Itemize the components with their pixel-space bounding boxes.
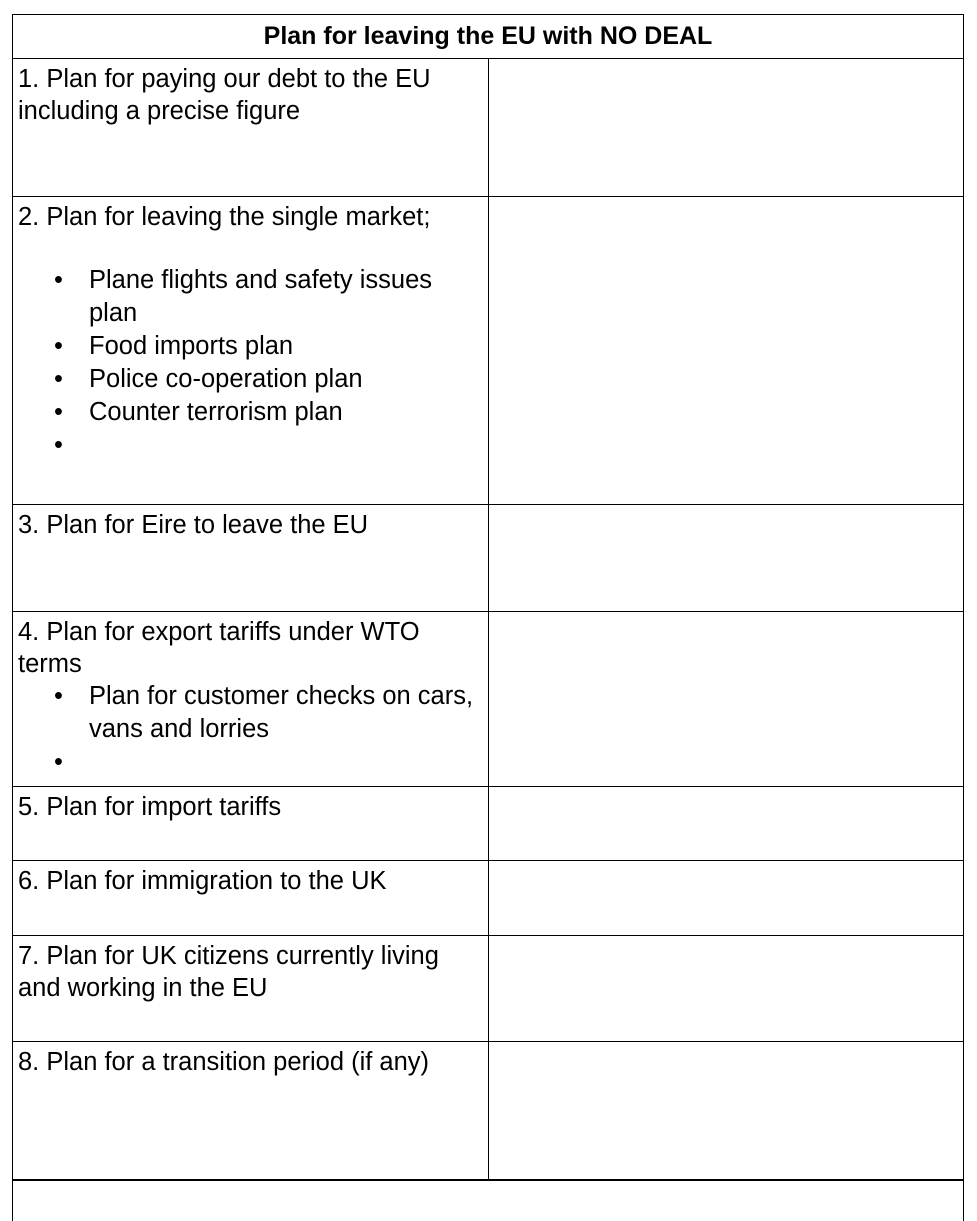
row-label: 4. Plan for export tariffs under WTO terms — [18, 618, 420, 678]
table-row — [13, 787, 964, 861]
bullet-item: • Plane flights and safety issues plan — [18, 264, 484, 330]
title-row — [13, 15, 964, 59]
table-row — [13, 505, 964, 612]
row-answer-cell — [488, 861, 964, 936]
row-label: 7. Plan for UK citizens currently living and working in the EU — [18, 942, 439, 1002]
row-label: 2. Plan for leaving the single market; — [18, 203, 431, 231]
row-answer-cell — [488, 197, 964, 505]
bullet-item: • Plan for customer checks on cars, vans and lorries — [18, 680, 484, 746]
row-label: 5. Plan for import tariffs — [18, 793, 282, 821]
bullet-item — [18, 746, 484, 779]
bullet-list — [18, 264, 484, 462]
table-row — [13, 936, 964, 1042]
row-label-cell — [13, 1042, 489, 1180]
bullet-item: • Food imports plan — [18, 330, 484, 363]
plan-table — [12, 14, 964, 1180]
table-row — [13, 861, 964, 936]
row-answer-cell — [488, 1042, 964, 1180]
bullet-item: • Police co-operation plan — [18, 363, 484, 396]
bullet-item: • Counter terrorism plan — [18, 396, 484, 429]
table-row — [13, 197, 964, 505]
row-label: 1. Plan for paying our debt to the EU including a precise figure — [18, 65, 431, 125]
row-label: 8. Plan for a transition period (if any) — [18, 1048, 430, 1076]
row-label-cell — [13, 197, 489, 505]
next-table-edge — [12, 1180, 964, 1221]
row-answer-cell — [488, 787, 964, 861]
row-label-cell — [13, 505, 489, 612]
bullet-item — [18, 429, 484, 462]
row-label-cell — [13, 59, 489, 197]
row-label-cell — [13, 612, 489, 787]
row-label-cell — [13, 936, 489, 1042]
row-label: 6. Plan for immigration to the UK — [18, 867, 387, 895]
row-label-cell — [13, 861, 489, 936]
table-row — [13, 1042, 964, 1180]
row-label: 3. Plan for Eire to leave the EU — [18, 511, 369, 539]
row-answer-cell — [488, 936, 964, 1042]
row-answer-cell — [488, 505, 964, 612]
table-row — [13, 612, 964, 787]
row-label-cell — [13, 787, 489, 861]
bullet-list — [18, 680, 484, 779]
row-answer-cell — [488, 59, 964, 197]
row-answer-cell — [488, 612, 964, 787]
table-title: Plan for leaving the EU with NO DEAL — [13, 15, 964, 59]
table-row — [13, 59, 964, 197]
